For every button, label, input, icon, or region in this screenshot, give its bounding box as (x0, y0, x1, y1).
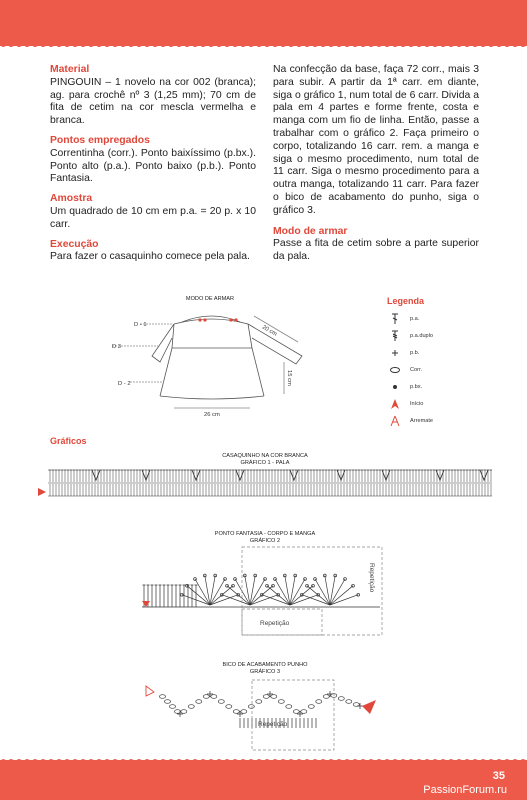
chart3-repeat-label: Repetição (258, 721, 288, 728)
legend-row (380, 395, 480, 412)
heading-material: Material (50, 64, 90, 75)
label-sleeve-length: 20 cm (261, 324, 278, 338)
material-text: PINGOUIN – 1 novelo na cor 002 (branca); ag. para crochê nº 3 (1,25 mm); 70 cm de fita de cetim na cor mescla vermelha e branca. (50, 76, 256, 127)
legend-row (380, 378, 480, 395)
label-d1: D - 1 (134, 322, 147, 328)
right-text-column (273, 64, 479, 271)
chart3-title (180, 662, 350, 676)
p-b-icon (380, 347, 410, 359)
chart3-subtitle: GRÁFICO 3 (249, 669, 281, 675)
chart3-title-line: BICO DE ACABAMENTO PUNHO (222, 662, 308, 668)
arremate-icon (380, 415, 410, 427)
chart1-subtitle: GRÁFICO 1 - PALA (240, 460, 290, 466)
modo-de-armar-text: Passe a fita de cetim sobre a parte superior da pala. (273, 238, 479, 263)
amostra-text: Um quadrado de 10 cm em p.a. = 20 p. x 10 carr. (50, 205, 256, 230)
corr-icon (380, 364, 410, 376)
legend-title: Legenda (387, 296, 425, 306)
label-d3: D 3 (112, 344, 122, 350)
chart1-title-line: CASAQUINHO NA COR BRANCA (222, 453, 308, 459)
heading-pontos: Pontos empregados (50, 134, 150, 146)
legend-label: p.bx. (410, 383, 423, 390)
legend-label: Início (410, 400, 424, 407)
instructions-text: Na confecção da base, faça 72 corr., mais 3 para subir. A partir da 1ª carr. em diante, siga o gráfico 1, num total de 6 carr. Divida a pala em 4 partes e forme frente, costa e manga com um fio de linha. Então, passe a trabalhar com o gráfico 2. Faça primeiro o corpo, totalizando 16 carr. rem. a manga e siga o mesmo procedimento, num total de 11 carr. Siga o mesmo procedimento para a outra manga, totalizando 11 carr. Para fazer o bico de acabamento do punho, siga o gráfico 3. (273, 64, 479, 216)
legend-row (380, 361, 480, 378)
graficos-title: Gráficos (50, 436, 87, 446)
chart3-bico-diagram (140, 676, 390, 752)
chart1-title (180, 453, 350, 467)
legend-label: p.a. (410, 315, 420, 322)
chart2-subtitle: GRÁFICO 2 (249, 538, 281, 544)
chart2-title-line: PONTO FANTASIA - CORPO E MANGA (214, 531, 316, 537)
legend-row (380, 344, 480, 361)
heading-amostra: Amostra (50, 193, 93, 205)
heading-execucao: Execução (50, 238, 99, 250)
garment-schematic (112, 304, 322, 420)
chart2-ponto-fantasia-diagram (140, 545, 390, 641)
chart2-repeat-vertical-label: Repetição (368, 563, 375, 593)
execucao-text: Para fazer o casaquinho comece pela pala. (50, 251, 250, 263)
label-d2: D - 2 (118, 381, 131, 387)
schematic-caption: MODO DE ARMAR (185, 296, 235, 302)
p-a-icon (380, 313, 410, 325)
legend-label: Corr. (410, 366, 423, 373)
legend-row (380, 327, 480, 344)
legend-row (380, 412, 480, 429)
chart2-title (180, 531, 350, 545)
p-bx-icon (380, 381, 410, 393)
label-width: 26 cm (204, 412, 220, 418)
chart1-pala-diagram (36, 466, 496, 502)
legend-label: p.a.duplo (410, 332, 434, 339)
site-watermark: PassionForum.ru (423, 784, 507, 796)
p-a-duplo-icon (380, 330, 410, 342)
left-text-column (50, 64, 256, 271)
chart2-repeat-label: Repetição (260, 620, 290, 627)
legend-row (380, 310, 480, 327)
legend-label: p.b. (410, 349, 420, 356)
pontos-text: Correntinha (corr.). Ponto baixíssimo (p.bx.). Ponto alto (p.a.). Ponto baixo (p.b.). Ponto Fantasia. (50, 147, 256, 185)
page-number: 35 (492, 770, 505, 782)
legend-label: Arremate (410, 417, 434, 424)
legend (380, 310, 480, 429)
header-scallop (0, 40, 527, 52)
label-body-length: 15 cm (286, 370, 292, 386)
inicio-icon (380, 398, 410, 410)
heading-modo-de-armar: Modo de armar (273, 225, 348, 237)
